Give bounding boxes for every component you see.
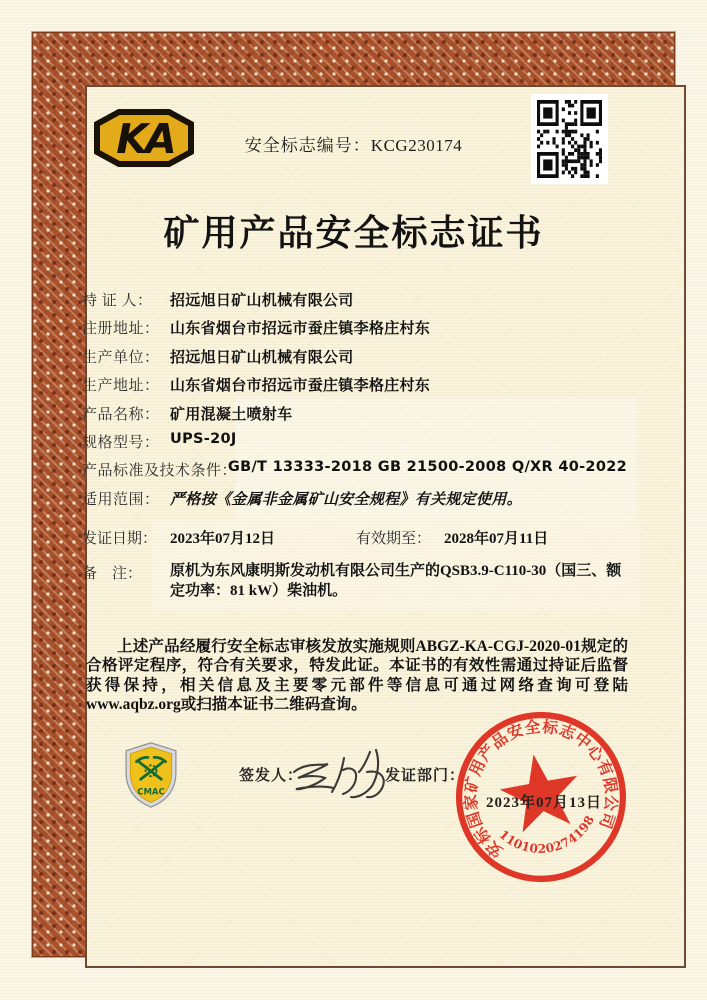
field-label: 适用范围： <box>82 491 160 508</box>
field-row-standards <box>82 459 627 487</box>
field-row-scope <box>82 488 627 516</box>
field-label: 规格型号： <box>82 434 160 451</box>
field-value: 招远旭日矿山机械有限公司 <box>170 349 354 366</box>
issuing-department-label: 发证部门： <box>385 768 466 784</box>
remark-row <box>82 560 627 601</box>
svg-text:1101020274198 <box>495 812 602 864</box>
field-label: 持 证 人： <box>82 293 153 309</box>
field-row-holder <box>82 289 627 317</box>
signer-label: 签发人： <box>239 768 304 784</box>
valid-until-label: 有效期至： <box>356 530 432 547</box>
field-rows <box>82 289 627 516</box>
valid-until-value: 2028年07月11日 <box>444 530 549 547</box>
seal-ring-text: 安标国家矿用产品安全标志中心有限公司 <box>462 718 620 861</box>
field-row-production-address <box>82 374 627 402</box>
remark-label: 备 注： <box>82 566 143 582</box>
remark-value: 原机为东风康明斯发动机有限公司生产的QSB3.9-C110-30（国三、额定功率：81 kW）柴油机。 <box>170 563 622 599</box>
field-label: 生产单位： <box>82 349 160 366</box>
cmac-shield-badge-icon <box>115 741 187 809</box>
seal-number: 1101020274198 <box>496 813 597 856</box>
qr-code <box>531 94 608 184</box>
field-value: 山东省烟台市招远市蚕庄镇李格庄村东 <box>170 378 431 395</box>
dates-row <box>82 523 548 551</box>
qr-code-icon <box>537 100 602 178</box>
field-row-product-name <box>82 403 627 431</box>
field-row-model <box>82 431 627 459</box>
field-value: UPS-20J <box>170 430 237 447</box>
field-row-registered-address <box>82 317 627 345</box>
field-label: 生产地址： <box>82 378 160 395</box>
cmac-badge-text: CMAC <box>137 787 165 798</box>
cert-no-label: 安全标志编号： <box>244 136 371 155</box>
issue-date-label: 发证日期： <box>82 530 158 547</box>
certificate-title: 矿用产品安全标志证书 <box>163 213 544 253</box>
certification-statement: 上述产品经履行安全标志审核发放实施规则ABGZ-KA-CGJ-2020-01规定的合格评定程序，符合有关要求，特发此证。本证书的有效性需通过持证后监督获得保持，相关信息及主要零元部件等信息可通过网络查询可登陆www.aqbz.org或扫描本证书二维码查询。 <box>86 638 628 714</box>
field-label: 产品名称： <box>82 406 160 423</box>
field-value: 招远旭日矿山机械有限公司 <box>170 293 354 309</box>
cert-no-value: KCG230174 <box>370 136 463 155</box>
field-value: 矿用混凝土喷射车 <box>170 406 293 423</box>
field-value: 山东省烟台市招远市蚕庄镇李格庄村东 <box>170 321 431 338</box>
signature-handwriting <box>288 744 388 800</box>
field-value: 严格按《金属非金属矿山安全规程》有关规定使用。 <box>170 491 522 508</box>
field-label: 注册地址： <box>82 321 160 338</box>
field-value: GB/T 13333-2018 GB 21500-2008 Q/XR 40-2022 <box>227 459 627 476</box>
issue-date-value: 2023年07月12日 <box>170 530 276 547</box>
ka-logo-text: KA <box>116 115 174 163</box>
seal-date: 2023年07月13日 <box>486 795 603 811</box>
field-label: 产品标准及技术条件： <box>82 463 238 480</box>
field-row-manufacturer <box>82 346 627 374</box>
